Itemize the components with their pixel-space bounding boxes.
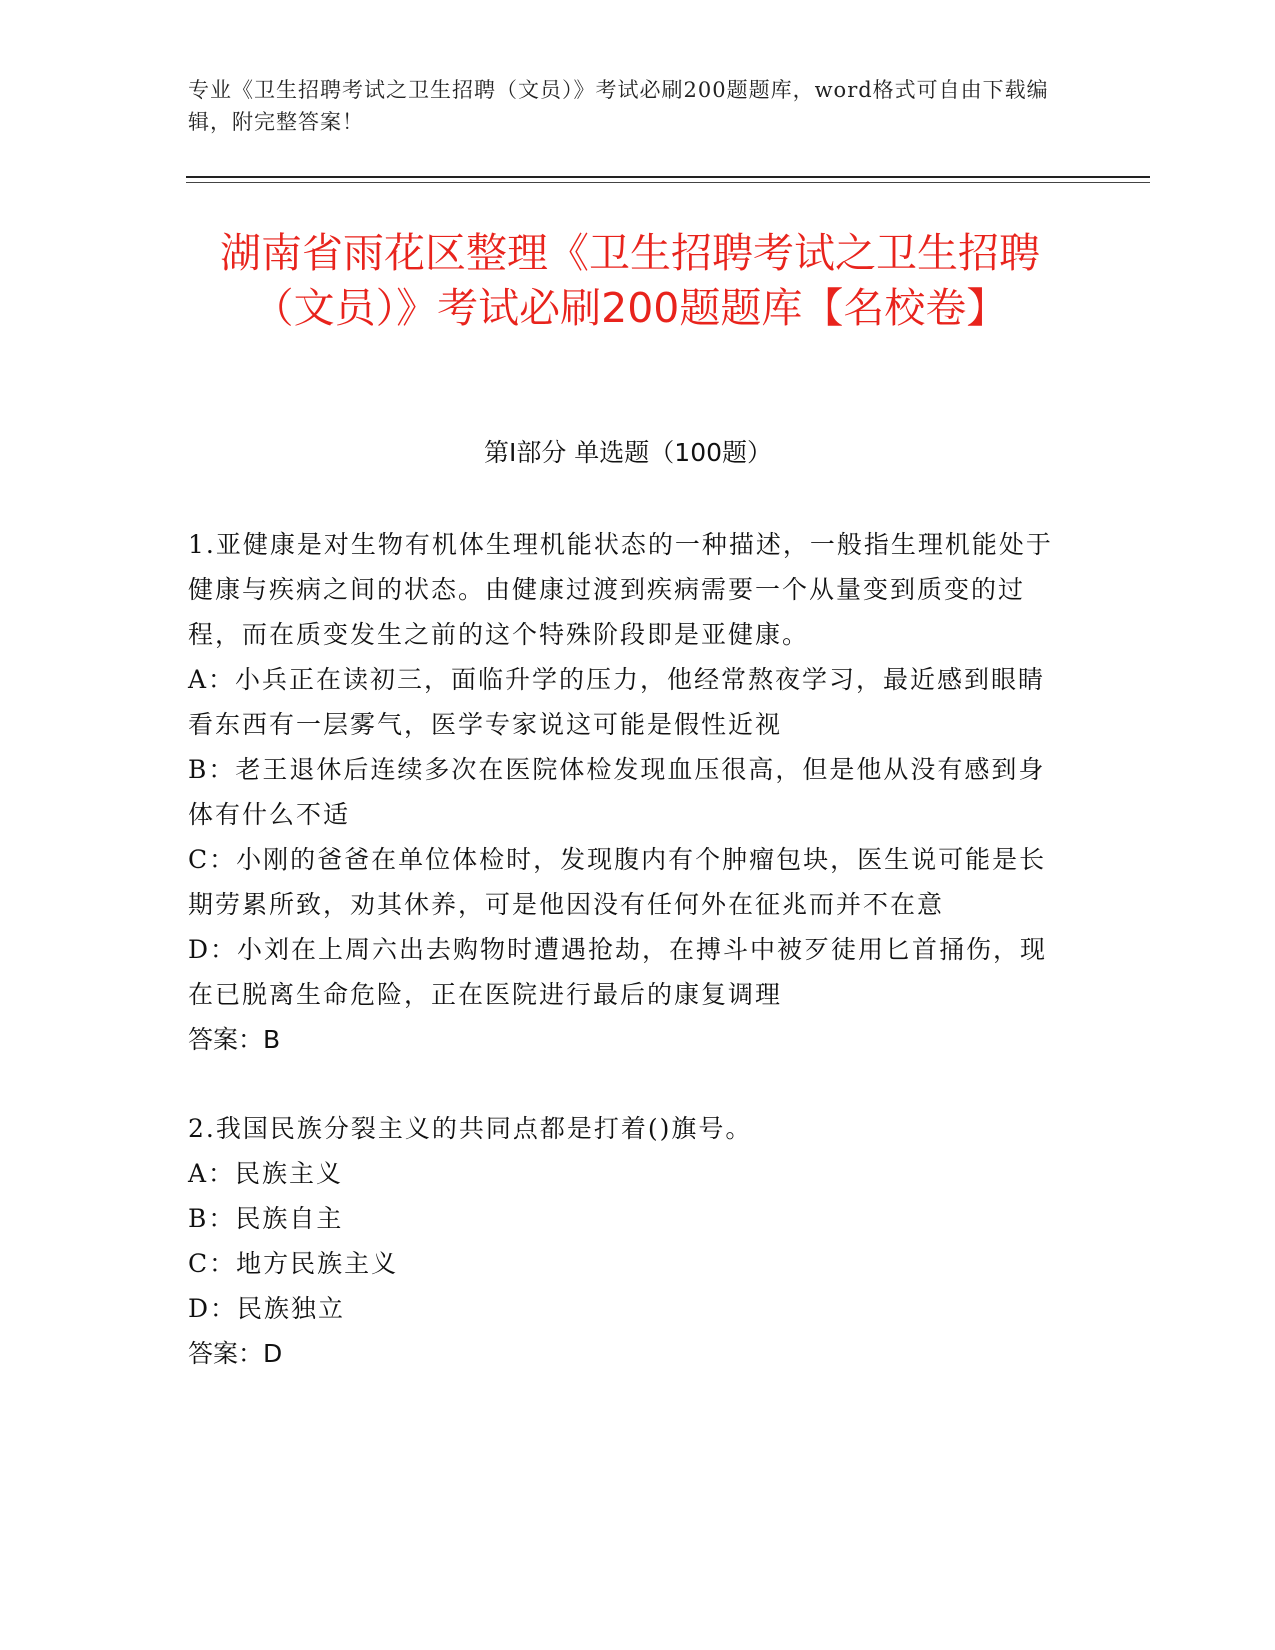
option-d: D：民族独立: [188, 1294, 346, 1323]
header-note: 专业《卫生招聘考试之卫生招聘（文员）》考试必刷200题题库，word格式可自由下载编辑，附完整答案！: [188, 78, 1049, 134]
option-b: B：民族自主: [188, 1204, 344, 1233]
header-divider-thick: [186, 176, 1150, 178]
answer-label: 答案：B: [188, 1025, 281, 1054]
option-a: A：民族主义: [188, 1159, 344, 1188]
answer-label: 答案：D: [188, 1339, 283, 1368]
question-list: [188, 522, 1068, 1420]
header-divider-thin: [186, 182, 1150, 183]
question-2: [188, 1106, 1068, 1376]
option-c: C：地方民族主义: [188, 1249, 399, 1278]
question-stem: 2.我国民族分裂主义的共同点都是打着()旗号。: [188, 1114, 753, 1143]
question-stem: 1.亚健康是对生物有机体生理机能状态的一种描述，一般指生理机能处于健康与疾病之间的状态。由健康过渡到疾病需要一个从量变到质变的过程，而在质变发生之前的这个特殊阶段即是亚健康。: [188, 530, 1053, 649]
option-a: A：小兵正在读初三，面临升学的压力，他经常熬夜学习，最近感到眼睛看东西有一层雾气，医学专家说这可能是假性近视: [188, 665, 1046, 739]
option-c: C：小刚的爸爸在单位体检时，发现腹内有个肿瘤包块，医生说可能是长期劳累所致，劝其休养，可是他因没有任何外在征兆而并不在意: [188, 845, 1047, 919]
option-d: D：小刘在上周六出去购物时遭遇抢劫，在搏斗中被歹徒用匕首捅伤，现在已脱离生命危险，正在医院进行最后的康复调理: [188, 935, 1048, 1009]
document-title: 湖南省雨花区整理《卫生招聘考试之卫生招聘（文员）》考试必刷200题题库【名校卷】: [220, 229, 1040, 332]
section-heading: 第I部分 单选题（100题）: [483, 438, 773, 467]
option-b: B：老王退休后连续多次在医院体检发现血压很高，但是他从没有感到身体有什么不适: [188, 755, 1046, 829]
question-1: [188, 522, 1068, 1062]
